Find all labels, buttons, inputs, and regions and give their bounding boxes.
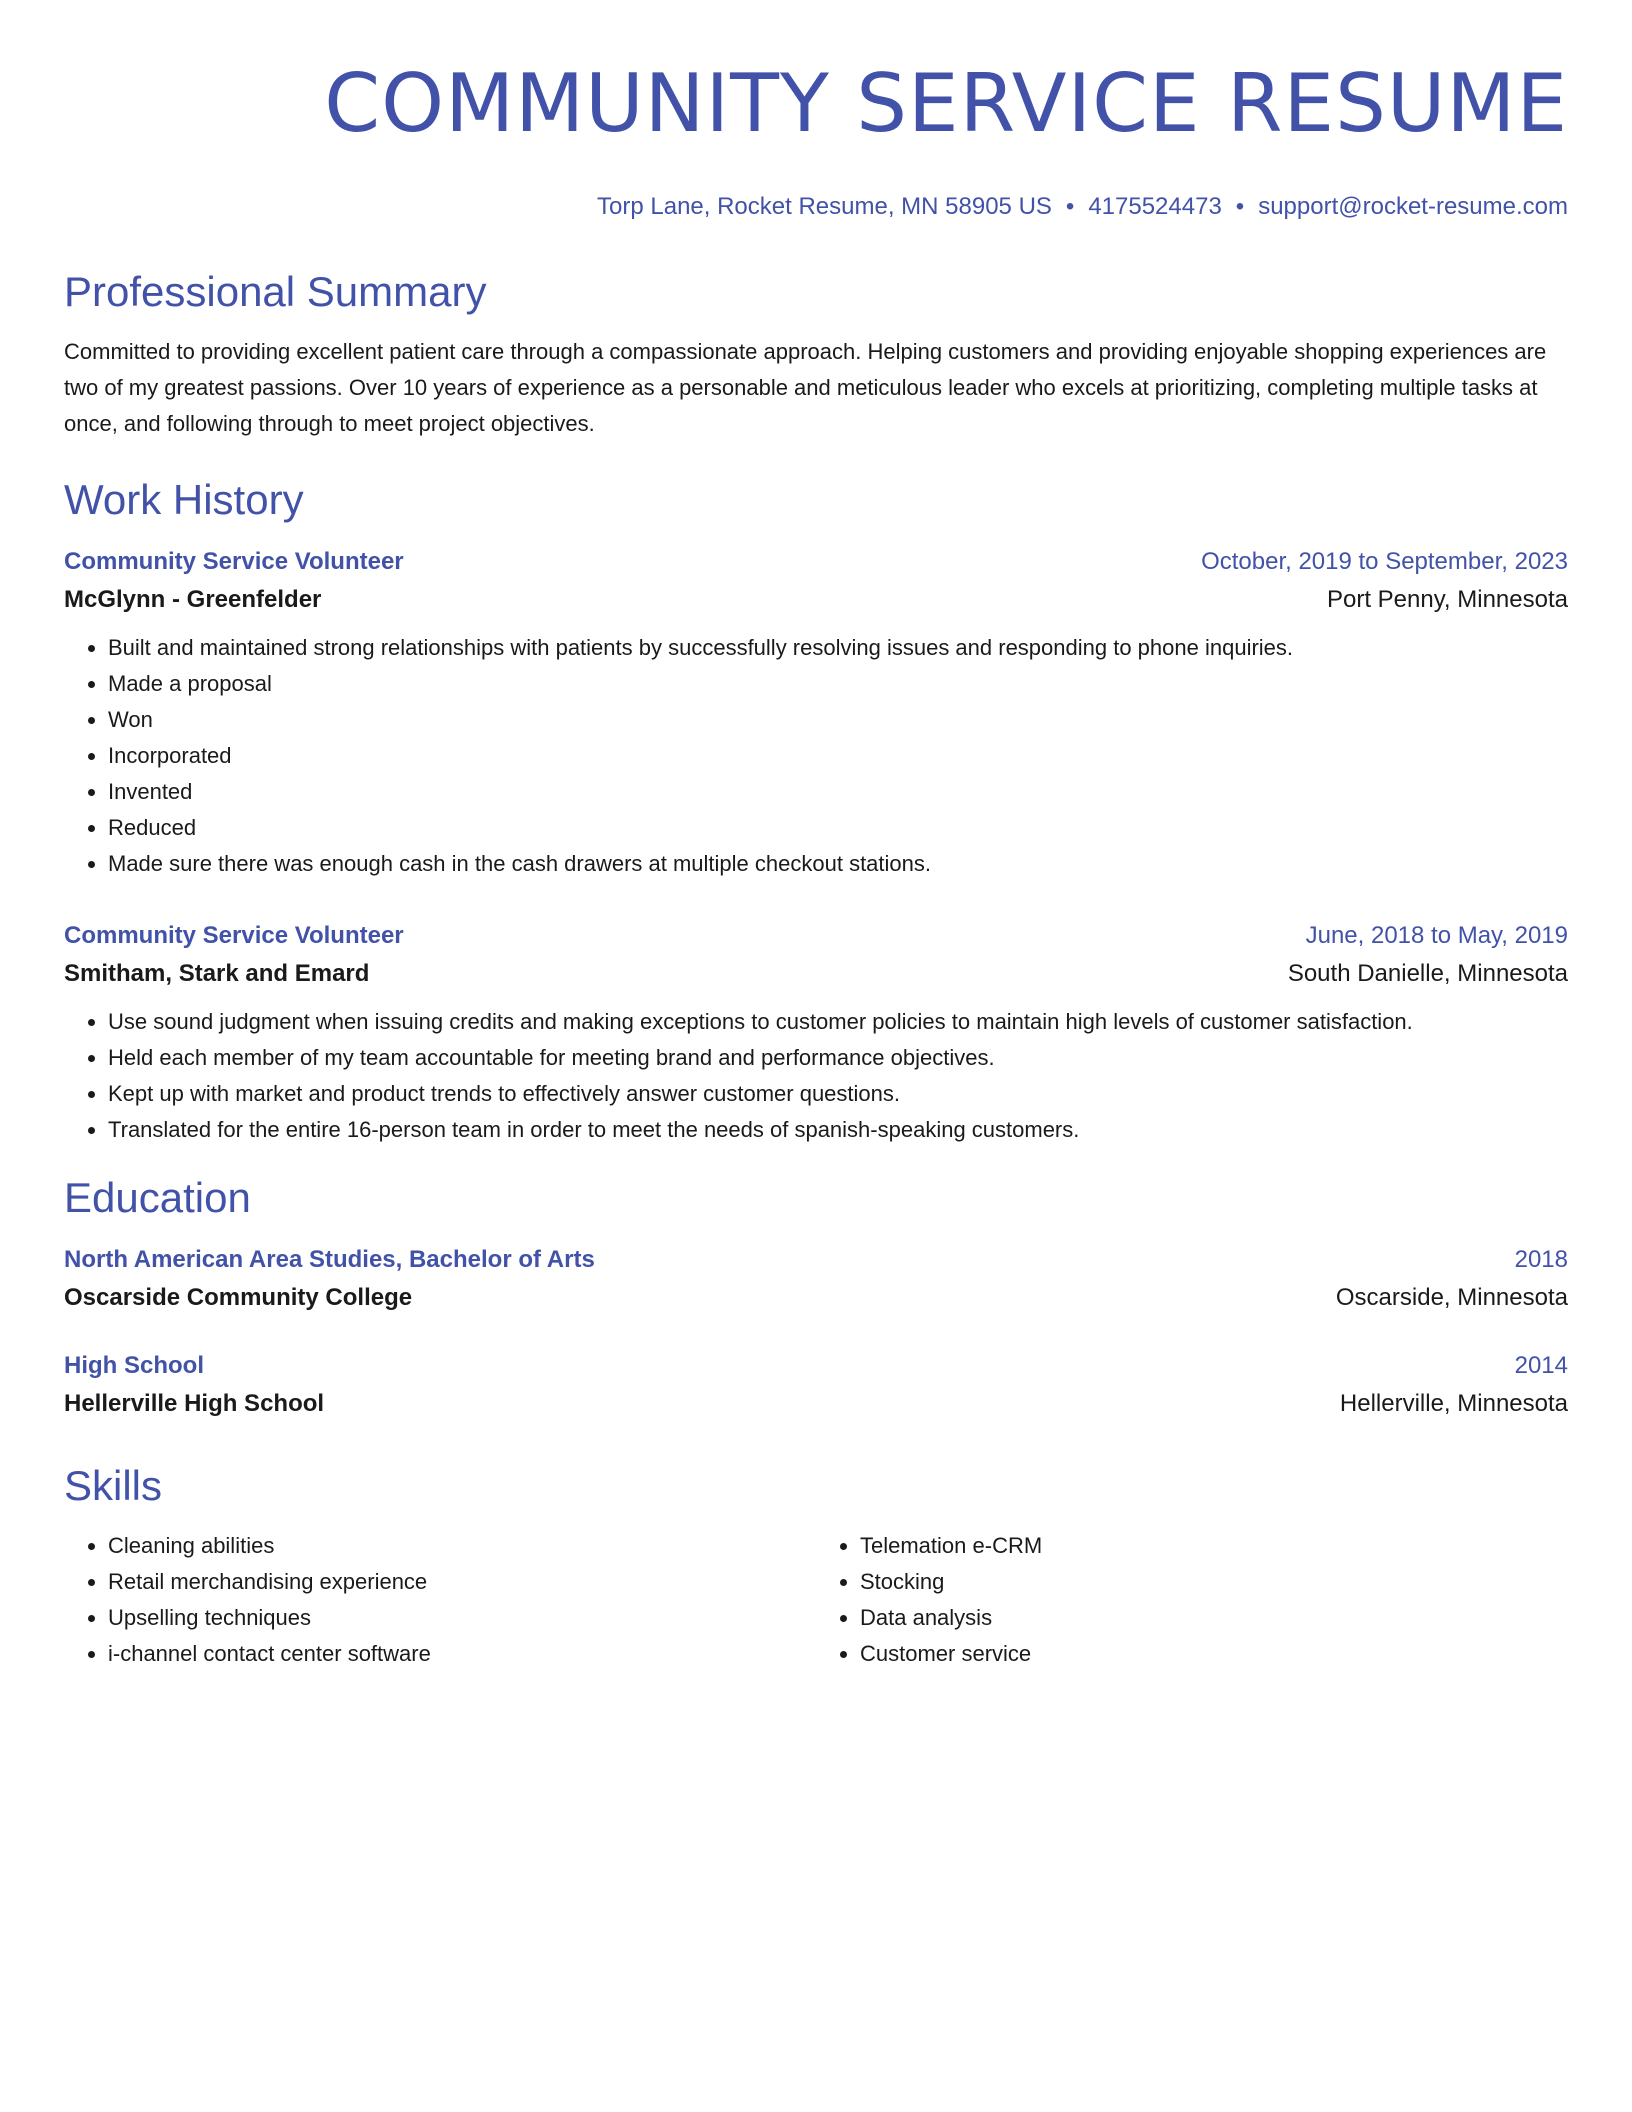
section-heading: Education bbox=[64, 1174, 251, 1221]
job-org-row bbox=[64, 580, 1568, 620]
job-header-row bbox=[64, 544, 1568, 580]
list-item: • Cleaning abilities bbox=[108, 1528, 816, 1564]
job-location: Port Penny, Minnesota bbox=[1326, 586, 1568, 613]
job-header-row bbox=[64, 918, 1568, 954]
education-header-row bbox=[64, 1348, 1568, 1384]
job-dates: June, 2018 to May, 2019 bbox=[1305, 922, 1568, 949]
list-item: • Telemation e-CRM bbox=[860, 1528, 1568, 1564]
list-item: • Reduced bbox=[108, 810, 1568, 846]
list-item: • Stocking bbox=[860, 1564, 1568, 1600]
education-entry bbox=[64, 1242, 1568, 1318]
resume-title: COMMUNITY SERVICE RESUME bbox=[324, 57, 1568, 150]
education-school: Hellerville High School bbox=[64, 1390, 325, 1417]
list-item: • Translated for the entire 16-person team in order to meet the needs of spanish-speaking customers. bbox=[108, 1112, 1568, 1148]
work-history-section bbox=[64, 472, 1568, 1148]
job-bullets bbox=[64, 630, 1568, 882]
education-school-row bbox=[64, 1384, 1568, 1424]
skills-list bbox=[64, 1528, 816, 1672]
list-item: • Kept up with market and product trends to effectively answer customer questions. bbox=[108, 1076, 1568, 1112]
contact-separator: • bbox=[1065, 193, 1075, 220]
section-heading: Work History bbox=[64, 476, 304, 523]
contact-line bbox=[64, 190, 1568, 224]
contact-phone: 4175524473 bbox=[1088, 193, 1222, 220]
list-item: • i-channel contact center software bbox=[108, 1636, 816, 1672]
list-item: • Made a proposal bbox=[108, 666, 1568, 702]
job-title: Community Service Volunteer bbox=[64, 922, 404, 949]
list-item: • Use sound judgment when issuing credits and making exceptions to customer policies to maintain high levels of customer satisfaction. bbox=[108, 1004, 1568, 1040]
list-item: • Retail merchandising experience bbox=[108, 1564, 816, 1600]
list-item: • Incorporated bbox=[108, 738, 1568, 774]
job-company: Smitham, Stark and Emard bbox=[64, 960, 370, 987]
contact-separator: • bbox=[1235, 193, 1245, 220]
education-header-row bbox=[64, 1242, 1568, 1278]
job-entry bbox=[64, 544, 1568, 882]
section-heading: Skills bbox=[64, 1462, 163, 1509]
list-item: • Held each member of my team accountable for meeting brand and performance objectives. bbox=[108, 1040, 1568, 1076]
skills-column-right bbox=[816, 1528, 1568, 1672]
list-item: • Upselling techniques bbox=[108, 1600, 816, 1636]
education-degree: High School bbox=[64, 1352, 204, 1379]
job-org-row bbox=[64, 954, 1568, 994]
education-location: Oscarside, Minnesota bbox=[1335, 1284, 1568, 1311]
contact-address: Torp Lane, Rocket Resume, MN 58905 US bbox=[597, 193, 1052, 220]
skills-grid bbox=[64, 1528, 1568, 1672]
list-item: • Data analysis bbox=[860, 1600, 1568, 1636]
contact-email[interactable]: support@rocket-resume.com bbox=[1258, 193, 1568, 220]
education-year: 2018 bbox=[1514, 1246, 1568, 1273]
skills-section bbox=[64, 1458, 1568, 1672]
education-location: Hellerville, Minnesota bbox=[1339, 1390, 1568, 1417]
job-entry bbox=[64, 918, 1568, 1148]
education-degree: North American Area Studies, Bachelor of Arts bbox=[64, 1246, 595, 1273]
job-location: South Danielle, Minnesota bbox=[1287, 960, 1568, 987]
job-title: Community Service Volunteer bbox=[64, 548, 404, 575]
list-item: • Made sure there was enough cash in the cash drawers at multiple checkout stations. bbox=[108, 846, 1568, 882]
education-entry bbox=[64, 1348, 1568, 1424]
summary-section bbox=[64, 264, 1568, 442]
section-heading: Professional Summary bbox=[64, 268, 487, 315]
education-section bbox=[64, 1170, 1568, 1424]
list-item: • Built and maintained strong relationships with patients by successfully resolving issues and responding to phone inquiries. bbox=[108, 630, 1568, 666]
job-company: McGlynn - Greenfelder bbox=[64, 586, 322, 613]
education-year: 2014 bbox=[1514, 1352, 1568, 1379]
education-school: Oscarside Community College bbox=[64, 1284, 413, 1311]
list-item: • Customer service bbox=[860, 1636, 1568, 1672]
education-school-row bbox=[64, 1278, 1568, 1318]
job-dates: October, 2019 to September, 2023 bbox=[1201, 548, 1568, 575]
job-bullets bbox=[64, 1004, 1568, 1148]
list-item: • Invented bbox=[108, 774, 1568, 810]
resume-header bbox=[64, 48, 1568, 224]
skills-column-left bbox=[64, 1528, 816, 1672]
list-item: • Won bbox=[108, 702, 1568, 738]
skills-list bbox=[816, 1528, 1568, 1672]
summary-text: Committed to providing excellent patient care through a compassionate approach. Helping customers and providing enjoyable shopping experiences are two of my greatest passions. Over 10 years of experience as a personable and meticulous leader who excels at prioritizing, completing multiple tasks at once, and following through to meet project objectives. bbox=[64, 339, 1547, 436]
